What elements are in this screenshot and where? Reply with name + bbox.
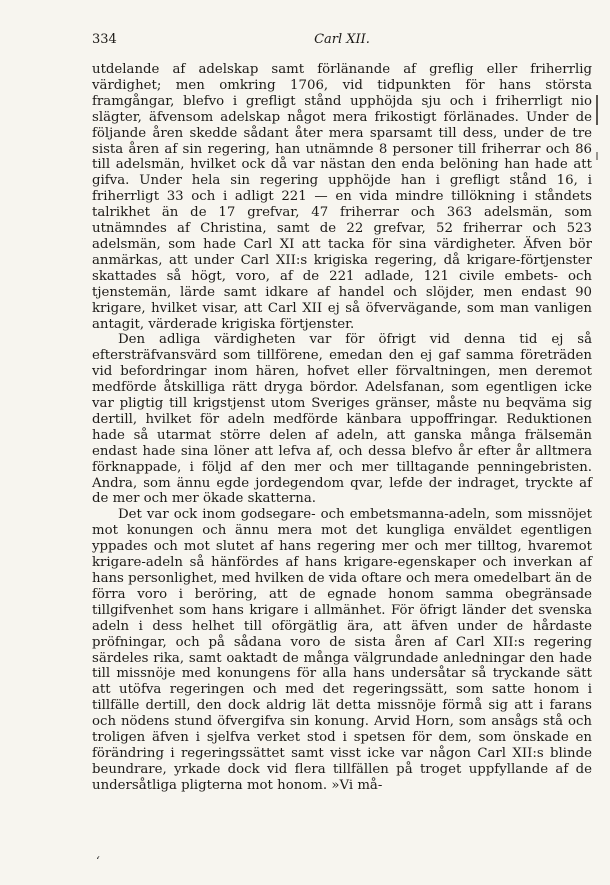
paragraph-2: Den adliga värdigheten var för öfrigt vid denna tid ej så eftersträfvansvärd som tillförene, emedan den ej gaf samma företräden vid befordringar inom hären, hofvet eller förvaltningen, men deremot medförde åtskilliga rätt dryga bördor. Adelsfanan, som egentligen icke var pligtig till krigstjenst utom Sveriges gränser, måste nu beqväma sig dertill, hvilket för adeln medförde känbara uppoffringar. Reduktionen hade så utarmat större delen af adeln, att ganska många frälsemän endast hade sina löner att lefva af, och dessa blefvo år efter år alltmera förknappade, i följd af den mer och mer tilltagande penningebristen. Andra, som ännu egde jordegendom qvar, lefde der indraget, tryckte af de mer och mer ökade skatterna. — [92, 332, 592, 507]
body-text — [92, 62, 592, 794]
running-title: Carl XII. — [314, 32, 370, 47]
bottom-margin-mark: ‘ — [96, 854, 100, 868]
page-header — [92, 32, 592, 52]
paragraph-1: utdelande af adelskap samt förlänande af greflig eller friherrlig värdighet; men omkring 1706, vid tidpunkten för hans största framgångar, blefvo i grefligt stånd upphöjda sju och i friherrligt nio slägter, äfvensom adelskap något mera frikostigt förlänades. Under de följande åren skedde sådant åter mera sparsamt till dess, under de tre sista åren af sin regering, han utnämnde 8 personer till friherrar och 86 till adelsmän, hvilket ock då var nästan den enda belöning han hade att gifva. Under hela sin regering upphöjde han i grefligt stånd 16, i friherrligt 33 och i adligt 221 — en vida mindre tillökning i ståndets talrikhet än de 17 grefvar, 47 friherrar och 363 adelsmän, som utnämndes af Christina, samt de 22 grefvar, 52 friherrar och 523 adelsmän, som hade Carl XI att tacka för sina värdigheter. Äfven bör anmärkas, att under Carl XII:s krigiska regering, då krigare-förtjenster skattades så högt, voro, af de 221 adlade, 121 civile embets- och tjenstemän, lärde samt idkare af handel och slöjder, men endast 90 krigare, hvilket visar, att Carl XII ej så öfvervägande, som man vanligen antagit, värderade krigiska förtjenster. — [92, 62, 592, 332]
page-number: 334 — [92, 32, 117, 47]
margin-line-mark — [596, 95, 598, 125]
margin-line-mark — [596, 152, 598, 160]
paragraph-3: Det var ock inom godsegare- och embetsmanna-adeln, som missnöjet mot konungen och ännu mera mot det kungliga enväldet egentligen yppades och mot slutet af hans regering mer och mer tilltog, hvaremot krigare-adeln så hänfördes af hans krigare-egenskaper och inverkan af hans personlighet, med hvilken de vida oftare och mera omedelbart än de förra voro i beröring, att de egnade honom samma obegränsade tillgifvenhet som hans krigare i allmänhet. För öfrigt länder det svenska adeln i dess helhet till oförgätlig ära, att äfven under de hårdaste pröfningar, och på sådana voro de sista åren af Carl XII:s regering särdeles rika, samt oaktadt de många välgrundade anledningar den hade till missnöje med konungens för alla hans undersåtar så tryckande sätt att utöfva regeringen och med det regeringssätt, som satte honom i tillfälle dertill, den dock aldrig lät detta missnöje förmå sig att i farans och nödens stund öfvergifva sin konung. Arvid Horn, som ansågs stå och troligen äfven i sjelfva verket stod i spetsen för dem, som önskade en förändring i regeringssättet samt visst icke var någon Carl XII:s blinde beundrare, yrkade dock vid flera tillfällen på troget uppfyllande af de undersåtliga pligterna mot honom. »Vi må- — [92, 507, 592, 793]
